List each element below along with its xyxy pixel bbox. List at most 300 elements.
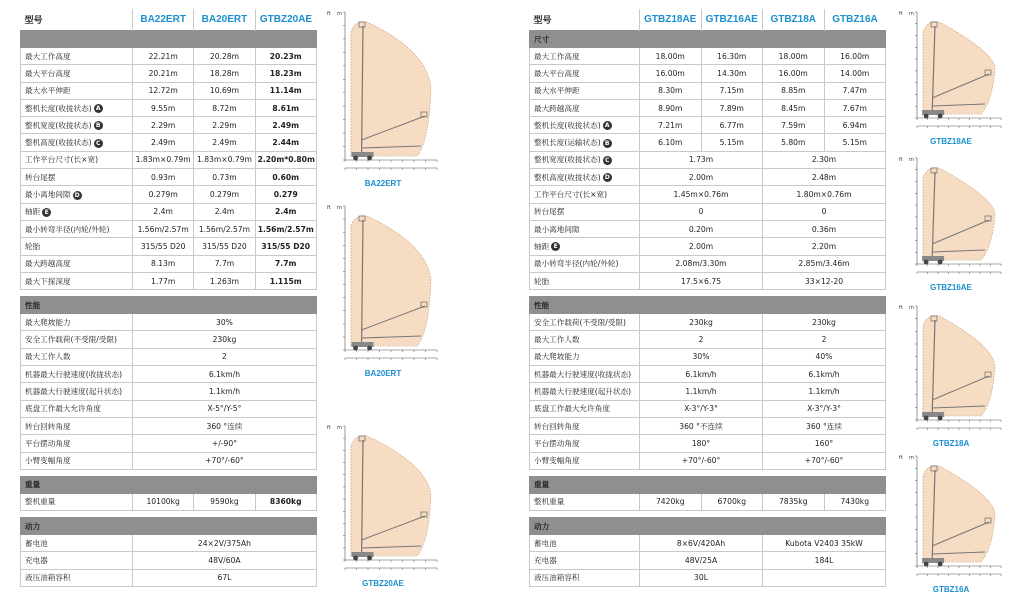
spec-label-cell xyxy=(530,272,640,289)
spec-label: 最大工作高度 xyxy=(25,51,71,61)
spec-value: 20.21m xyxy=(133,65,194,82)
spec-value: 8.30m xyxy=(640,82,702,99)
spec-label: 最大跨越高度 xyxy=(25,259,71,269)
spec-value: 0 xyxy=(640,203,763,220)
section-header xyxy=(21,297,317,314)
spec-label: 最小离地间隙 xyxy=(534,224,580,234)
spec-value: 8360kg xyxy=(255,493,316,510)
model-title: 型号 xyxy=(24,16,43,26)
dimension-badge: B xyxy=(603,139,612,148)
model-name: BA22ERT xyxy=(133,9,194,31)
spec-value: 67L xyxy=(133,569,317,586)
spec-label-cell xyxy=(21,82,133,99)
spec-label: 轴距 xyxy=(25,207,41,217)
spec-label: 最大工作人数 xyxy=(25,352,71,362)
spec-row xyxy=(21,383,317,400)
wheel xyxy=(353,156,358,161)
unit-label-m: m xyxy=(909,11,914,17)
wheel xyxy=(353,556,358,561)
wheel xyxy=(367,346,372,351)
spec-row xyxy=(530,314,886,331)
spec-value xyxy=(763,569,886,586)
spec-label-cell xyxy=(530,48,640,65)
spec-label: 轮胎 xyxy=(25,241,41,251)
spec-value: 5.15m xyxy=(824,134,886,151)
dimension-badge: E xyxy=(551,242,560,251)
spec-row xyxy=(530,238,886,255)
spec-row xyxy=(21,493,317,510)
wheel xyxy=(924,260,929,265)
wheel xyxy=(924,416,929,421)
left-spec-table xyxy=(20,9,317,587)
unit-label-m: m xyxy=(337,11,342,17)
wheel xyxy=(367,556,372,561)
spec-label: 最大平台高度 xyxy=(534,68,580,78)
spec-label-cell xyxy=(530,383,640,400)
spec-value: 7.7m xyxy=(194,255,255,272)
spec-value: 2 xyxy=(133,348,317,365)
spec-value: 2.00m xyxy=(640,238,763,255)
spec-value: 10.69m xyxy=(194,82,255,99)
spec-value: 1.73m xyxy=(640,151,763,168)
spec-label-cell xyxy=(21,417,133,434)
spec-value: 30% xyxy=(640,348,763,365)
spec-value: +70°/-60° xyxy=(133,452,317,469)
spec-row xyxy=(21,569,317,586)
model-name: GTBZ16AE xyxy=(701,9,763,31)
section-header xyxy=(21,31,317,48)
spec-value: 7430kg xyxy=(824,493,886,510)
unit-label-m: m xyxy=(909,455,914,461)
spec-row xyxy=(530,48,886,65)
spec-label: 转台回转角度 xyxy=(25,421,71,431)
spec-row xyxy=(21,65,317,82)
spec-label-cell xyxy=(21,220,133,237)
spec-row xyxy=(530,452,886,469)
spec-value: 2.85m/3.46m xyxy=(763,255,886,272)
spec-value: 230kg xyxy=(133,331,317,348)
spec-value: 48V/60A xyxy=(133,552,317,569)
spec-row xyxy=(21,169,317,186)
spec-row xyxy=(21,203,317,220)
section-title: 重量 xyxy=(21,476,133,493)
spec-value: 9590kg xyxy=(194,493,255,510)
spec-value: 7.7m xyxy=(255,255,316,272)
spec-label: 最小离地间隙 xyxy=(25,190,71,200)
model-name: GTBZ16A xyxy=(824,9,886,31)
unit-label-ft: ft xyxy=(899,455,903,461)
unit-label-m: m xyxy=(909,157,914,163)
spec-label-cell xyxy=(21,134,133,151)
spec-value: 360 °连续 xyxy=(133,417,317,434)
section-header xyxy=(21,518,317,535)
spec-value: 20.23m xyxy=(255,48,316,65)
spec-label: 整机长度(收拢状态) xyxy=(25,103,92,113)
spec-row xyxy=(21,272,317,289)
diagram-caption: GTBZ20AE xyxy=(362,579,404,588)
spec-value: +70°/-60° xyxy=(640,452,763,469)
spec-label-cell xyxy=(21,383,133,400)
spec-value: 16.00m xyxy=(763,65,825,82)
spec-label: 最小转弯半径(内轮/外轮) xyxy=(534,259,619,269)
spec-row xyxy=(21,417,317,434)
spec-label: 整机重量 xyxy=(25,497,56,507)
spec-label-cell xyxy=(530,203,640,220)
spec-label: 转台回转角度 xyxy=(534,421,580,431)
spec-value: 6.77m xyxy=(701,117,763,134)
spec-value: 2.29m xyxy=(194,117,255,134)
model-name: GTBZ20AE xyxy=(255,9,316,31)
spec-value: 1.77m xyxy=(133,272,194,289)
section-gap xyxy=(530,469,886,476)
spec-row xyxy=(21,82,317,99)
spec-value: 315/55 D20 xyxy=(255,238,316,255)
spec-label-cell xyxy=(530,186,640,203)
spec-label-cell xyxy=(21,314,133,331)
spec-value: 6.94m xyxy=(824,117,886,134)
spec-row xyxy=(530,331,886,348)
spec-value: 7.47m xyxy=(824,82,886,99)
spec-row xyxy=(21,220,317,237)
spec-value: 184L xyxy=(763,552,886,569)
working-range-diagram xyxy=(895,152,1007,284)
spec-label-cell xyxy=(530,366,640,383)
spec-label-cell xyxy=(530,255,640,272)
spec-row xyxy=(21,314,317,331)
section-gap xyxy=(21,511,317,518)
spec-label: 最大工作高度 xyxy=(534,51,580,61)
spec-label-cell xyxy=(530,435,640,452)
dimension-badge: A xyxy=(603,121,612,130)
spec-value: 0.279m xyxy=(194,186,255,203)
diagram-caption: BA20ERT xyxy=(364,369,402,378)
spec-value: 2 xyxy=(640,331,763,348)
spec-row xyxy=(530,203,886,220)
spec-row xyxy=(530,272,886,289)
spec-label: 工作平台尺寸(长×宽) xyxy=(534,190,608,200)
spec-row xyxy=(530,186,886,203)
unit-label-ft: ft xyxy=(899,157,903,163)
spec-value: 12.72m xyxy=(133,82,194,99)
spec-row xyxy=(21,400,317,417)
spec-row xyxy=(21,348,317,365)
spec-label-cell xyxy=(21,48,133,65)
spec-value: 48V/25A xyxy=(640,552,763,569)
diagram-caption: GTBZ16AE xyxy=(930,283,972,292)
spec-value: 16.00m xyxy=(640,65,702,82)
spec-row xyxy=(530,151,886,168)
spec-label-cell xyxy=(21,255,133,272)
spec-label: 机器最大行驶速度(收拢状态) xyxy=(25,369,123,379)
section-gap xyxy=(530,290,886,297)
dimension-badge: A xyxy=(94,104,103,113)
spec-value: 315/55 D20 xyxy=(133,238,194,255)
spec-label: 最大爬坡能力 xyxy=(534,352,580,362)
section-title: 尺寸 xyxy=(530,31,640,48)
spec-label: 整机长度(运输状态) xyxy=(534,138,601,148)
spec-value: 17.5×6.75 xyxy=(640,272,763,289)
spec-row xyxy=(21,151,317,168)
dimension-badge: D xyxy=(73,191,82,200)
spec-label: 最大平台高度 xyxy=(25,68,71,78)
spec-label-cell xyxy=(530,331,640,348)
spec-label: 最大跨越高度 xyxy=(534,103,580,113)
unit-label-ft: ft xyxy=(327,425,331,431)
spec-row xyxy=(21,435,317,452)
spec-row xyxy=(21,238,317,255)
working-range-diagram xyxy=(895,450,1007,586)
spec-value: 8.61m xyxy=(255,99,316,116)
spec-value: 0.36m xyxy=(763,220,886,237)
section-title: 性能 xyxy=(21,297,133,314)
spec-label-cell xyxy=(21,535,133,552)
spec-value: 1.1km/h xyxy=(640,383,763,400)
spec-value: 10100kg xyxy=(133,493,194,510)
spec-value: 2.20m xyxy=(763,238,886,255)
spec-value: 7.67m xyxy=(824,99,886,116)
spec-value: 8.90m xyxy=(640,99,702,116)
spec-label-cell xyxy=(21,348,133,365)
spec-value: 2.49m xyxy=(194,134,255,151)
section-header xyxy=(530,476,886,493)
spec-label: 轮胎 xyxy=(534,276,550,286)
spec-row xyxy=(21,255,317,272)
spec-label-cell xyxy=(21,400,133,417)
spec-label: 整机长度(收拢状态) xyxy=(534,120,601,130)
spec-label: 转台尾摆 xyxy=(25,172,56,182)
spec-value: 2.4m xyxy=(194,203,255,220)
wheel xyxy=(367,156,372,161)
spec-label-cell xyxy=(530,400,640,417)
spec-label-cell xyxy=(21,569,133,586)
spec-value: 1.1km/h xyxy=(133,383,317,400)
spec-value: 1.83m×0.79m xyxy=(133,151,194,168)
spec-label-cell xyxy=(21,151,133,168)
spec-label: 液压油箱容积 xyxy=(25,573,71,583)
wheel xyxy=(938,260,943,265)
spec-label: 最小转弯半径(内轮/外轮) xyxy=(25,224,110,234)
spec-value: 2.08m/3.30m xyxy=(640,255,763,272)
spec-value: 8×6V/420Ah xyxy=(640,535,763,552)
spec-value: +70°/-60° xyxy=(763,452,886,469)
unit-label-ft: ft xyxy=(899,305,903,311)
spec-value: Kubota V2403 35kW xyxy=(763,535,886,552)
spec-label: 安全工作载荷(不受限/受限) xyxy=(534,317,627,327)
spec-value: 18.28m xyxy=(194,65,255,82)
section-header xyxy=(530,31,886,48)
spec-value: 1.45m×0.76m xyxy=(640,186,763,203)
spec-label-cell xyxy=(530,65,640,82)
spec-value: 20.28m xyxy=(194,48,255,65)
spec-row xyxy=(21,134,317,151)
spec-row xyxy=(530,552,886,569)
spec-label: 蓄电池 xyxy=(25,538,48,548)
spec-value: 7.59m xyxy=(763,117,825,134)
spec-value: 5.80m xyxy=(763,134,825,151)
spec-label: 轴距 xyxy=(534,241,550,251)
spec-value: 7.21m xyxy=(640,117,702,134)
spec-row xyxy=(530,569,886,586)
spec-label-cell xyxy=(21,203,133,220)
spec-label-cell xyxy=(21,366,133,383)
spec-value: 0.73m xyxy=(194,169,255,186)
spec-label: 机器最大行驶速度(起升状态) xyxy=(534,386,632,396)
header-row xyxy=(530,9,886,31)
spec-label: 最大水平伸距 xyxy=(25,86,71,96)
spec-label: 机器最大行驶速度(起升状态) xyxy=(25,386,123,396)
spec-row xyxy=(530,383,886,400)
spec-value: 0.279m xyxy=(133,186,194,203)
spec-value: 0.20m xyxy=(640,220,763,237)
spec-value: 2.49m xyxy=(133,134,194,151)
spec-value: 6.1km/h xyxy=(763,366,886,383)
spec-value: 30L xyxy=(640,569,763,586)
diagram-caption: GTBZ18AE xyxy=(930,137,972,146)
spec-label: 机器最大行驶速度(收拢状态) xyxy=(534,369,632,379)
section-header xyxy=(21,476,317,493)
spec-row xyxy=(530,169,886,186)
spec-value: 8.72m xyxy=(194,99,255,116)
spec-value: 230kg xyxy=(640,314,763,331)
unit-label-ft: ft xyxy=(327,11,331,17)
spec-label-cell xyxy=(530,452,640,469)
spec-label: 充电器 xyxy=(534,556,557,566)
model-name: GTBZ18AE xyxy=(640,9,702,31)
section-title: 重量 xyxy=(530,476,640,493)
spec-row xyxy=(21,117,317,134)
spec-label-cell xyxy=(530,569,640,586)
spec-label-cell xyxy=(21,552,133,569)
spec-value: 2.30m xyxy=(763,151,886,168)
spec-value: 22.21m xyxy=(133,48,194,65)
spec-row xyxy=(530,99,886,116)
spec-label: 底盘工作最大允许角度 xyxy=(534,404,610,414)
wheel xyxy=(924,562,929,567)
spec-value: 7835kg xyxy=(763,493,825,510)
spec-row xyxy=(21,186,317,203)
spec-label-cell xyxy=(21,435,133,452)
section-gap xyxy=(21,469,317,476)
model-title: 型号 xyxy=(533,16,552,26)
spec-row xyxy=(530,366,886,383)
spec-label: 整机重量 xyxy=(534,497,565,507)
working-range-diagram xyxy=(323,6,443,180)
spec-label-cell xyxy=(21,186,133,203)
spec-label: 转台尾摆 xyxy=(534,207,565,217)
spec-value: 360 °连续 xyxy=(763,417,886,434)
working-range-diagram xyxy=(895,300,1007,440)
spec-label: 平台摆动角度 xyxy=(534,438,580,448)
spec-label-cell xyxy=(21,117,133,134)
spec-value: +/-90° xyxy=(133,435,317,452)
spec-row xyxy=(530,493,886,510)
spec-row xyxy=(21,99,317,116)
spec-label: 最大下探深度 xyxy=(25,276,71,286)
section-gap xyxy=(530,511,886,518)
spec-label-cell xyxy=(21,272,133,289)
unit-label-ft: ft xyxy=(899,11,903,17)
spec-value: 315/55 D20 xyxy=(194,238,255,255)
spec-label-cell xyxy=(21,99,133,116)
spec-value: 2.44m xyxy=(255,134,316,151)
spec-label-cell xyxy=(530,493,640,510)
spec-value: 8.85m xyxy=(763,82,825,99)
spec-label-cell xyxy=(530,535,640,552)
spec-value: 6.1km/h xyxy=(640,366,763,383)
spec-value: 14.00m xyxy=(824,65,886,82)
section-title: 动力 xyxy=(21,518,133,535)
unit-label-m: m xyxy=(909,305,914,311)
spec-row xyxy=(530,400,886,417)
section-gap xyxy=(21,290,317,297)
spec-label-cell xyxy=(21,493,133,510)
spec-label-cell xyxy=(530,82,640,99)
spec-value: 2.49m xyxy=(255,117,316,134)
spec-row xyxy=(21,48,317,65)
spec-label-cell xyxy=(530,220,640,237)
spec-label-cell xyxy=(21,452,133,469)
spec-value: 1.56m/2.57m xyxy=(133,220,194,237)
spec-label-cell xyxy=(530,169,640,186)
spec-label: 底盘工作最大允许角度 xyxy=(25,404,101,414)
spec-value: X-3°/Y-3° xyxy=(640,400,763,417)
spec-label-cell xyxy=(21,238,133,255)
spec-value: 24×2V/375Ah xyxy=(133,535,317,552)
model-name: GTBZ18A xyxy=(763,9,825,31)
dimension-badge: D xyxy=(603,173,612,182)
spec-value: 0.60m xyxy=(255,169,316,186)
spec-row xyxy=(21,331,317,348)
spec-label-cell xyxy=(530,417,640,434)
spec-label-cell xyxy=(530,117,640,134)
spec-label: 整机高度(收拢状态) xyxy=(534,172,601,182)
spec-label: 整机高度(收拢状态) xyxy=(25,138,92,148)
spec-row xyxy=(530,535,886,552)
spec-label-cell xyxy=(530,348,640,365)
spec-value: 18.23m xyxy=(255,65,316,82)
spec-value: 1.263m xyxy=(194,272,255,289)
spec-label: 蓄电池 xyxy=(534,538,557,548)
spec-row xyxy=(530,348,886,365)
spec-value: 33×12-20 xyxy=(763,272,886,289)
spec-label-cell xyxy=(530,238,640,255)
spec-row xyxy=(530,117,886,134)
spec-label: 工作平台尺寸(长×宽) xyxy=(25,155,99,165)
spec-value: 2.20m*0.80m xyxy=(255,151,316,168)
spec-value: 1.80m×0.76m xyxy=(763,186,886,203)
wheel xyxy=(938,416,943,421)
spec-value: 2.00m xyxy=(640,169,763,186)
spec-value: 160° xyxy=(763,435,886,452)
spec-row xyxy=(21,452,317,469)
dimension-badge: B xyxy=(94,121,103,130)
spec-value: 2 xyxy=(763,331,886,348)
spec-value: X-3°/Y-3° xyxy=(763,400,886,417)
spec-value: 1.83m×0.79m xyxy=(194,151,255,168)
spec-label: 充电器 xyxy=(25,556,48,566)
spec-value: 360 °不连续 xyxy=(640,417,763,434)
unit-label-ft: ft xyxy=(327,205,331,211)
spec-row xyxy=(21,535,317,552)
spec-value: 18.00m xyxy=(640,48,702,65)
spec-value: 18.00m xyxy=(763,48,825,65)
spec-value: 9.55m xyxy=(133,99,194,116)
spec-value: 1.115m xyxy=(255,272,316,289)
spec-value: 2.29m xyxy=(133,117,194,134)
spec-row xyxy=(530,435,886,452)
spec-label-cell xyxy=(530,134,640,151)
section-title: 动力 xyxy=(530,518,640,535)
